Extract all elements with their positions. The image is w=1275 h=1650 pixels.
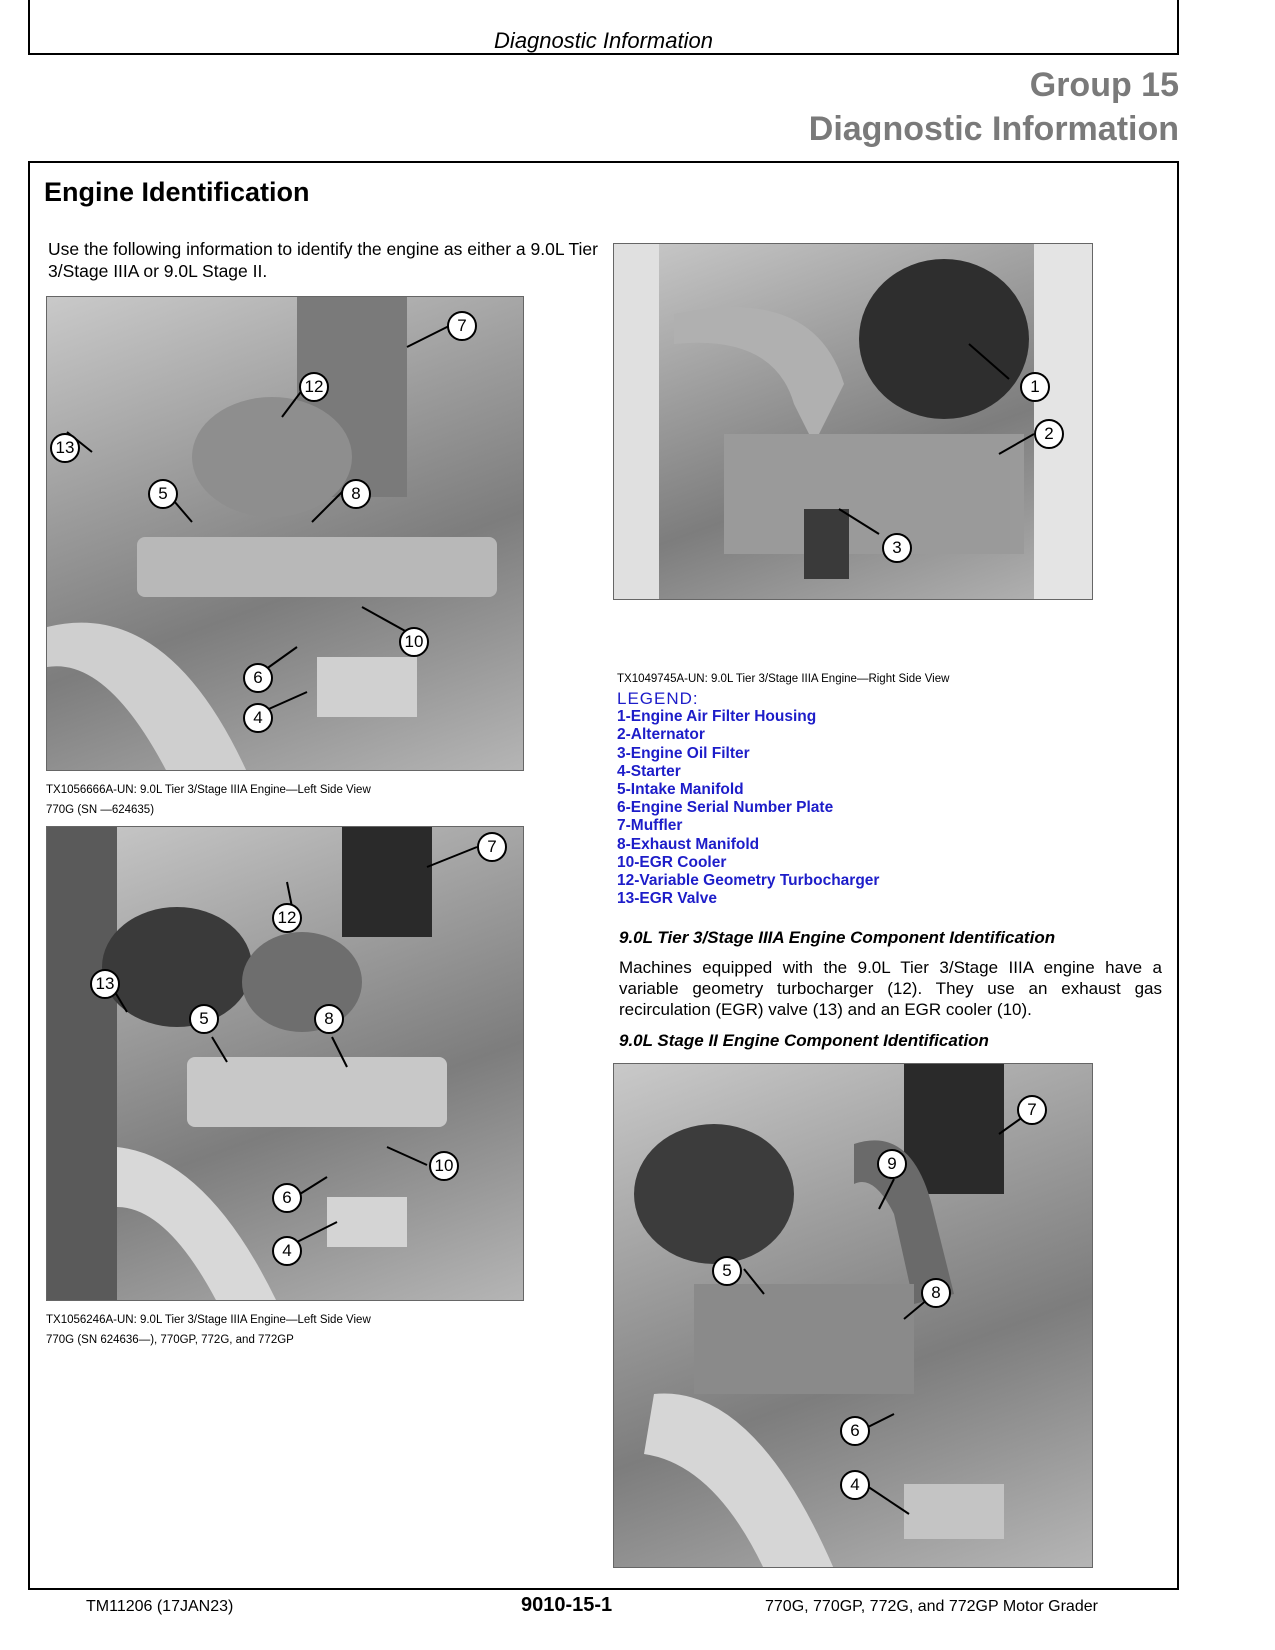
legend-item: 1-Engine Air Filter Housing <box>617 708 817 726</box>
callout-6: 6 <box>272 1183 302 1213</box>
footer-doc-id: TM11206 (17JAN23) <box>86 1598 234 1615</box>
callout-4: 4 <box>243 703 273 733</box>
engine-photo-right-side-art <box>614 244 1093 600</box>
callout-6: 6 <box>243 663 273 693</box>
callout-5: 5 <box>189 1004 219 1034</box>
callout-13: 13 <box>50 433 80 463</box>
legend-header: LEGEND: <box>617 689 699 708</box>
group-number: Group 15 <box>1029 66 1179 104</box>
callout-7: 7 <box>447 311 477 341</box>
callout-7: 7 <box>477 832 507 862</box>
callout-4: 4 <box>272 1236 302 1266</box>
engine-photo-left-side-early-art <box>47 297 524 771</box>
caption-right-top-1: TX1049745A-UN: 9.0L Tier 3/Stage IIIA Engine—Right Side View <box>617 673 950 685</box>
running-title: Diagnostic Information <box>494 28 713 53</box>
tier3-heading: 9.0L Tier 3/Stage IIIA Engine Component Identification <box>619 928 1056 947</box>
callout-10: 10 <box>399 627 429 657</box>
legend-item: 8-Exhaust Manifold <box>617 835 760 853</box>
callout-12: 12 <box>272 903 302 933</box>
callout-9: 9 <box>877 1149 907 1179</box>
footer-models: 770G, 770GP, 772G, and 772GP Motor Grader <box>765 1598 1098 1615</box>
engine-photo-right-side <box>613 243 1093 600</box>
callout-4: 4 <box>840 1470 870 1500</box>
legend-item: 12-Variable Geometry Turbocharger <box>617 872 880 890</box>
callout-1: 1 <box>1020 372 1050 402</box>
engine-photo-stage-ii <box>613 1063 1093 1568</box>
section-title: Engine Identification <box>44 177 310 207</box>
callout-13: 13 <box>90 969 120 999</box>
stage2-heading: 9.0L Stage II Engine Component Identification <box>619 1031 989 1050</box>
footer-rule <box>28 1588 1179 1590</box>
legend-item: 7-Muffler <box>617 817 683 835</box>
legend-item: 6-Engine Serial Number Plate <box>617 799 834 817</box>
engine-photo-left-side-late-art <box>47 827 524 1301</box>
legend-item: 5-Intake Manifold <box>617 781 744 799</box>
caption-left-top-2: 770G (SN —624635) <box>46 804 155 816</box>
callout-8: 8 <box>921 1278 951 1308</box>
caption-left-bottom-1: TX1056246A-UN: 9.0L Tier 3/Stage IIIA Engine—Left Side View <box>46 1314 371 1326</box>
tier3-paragraph: Machines equipped with the 9.0L Tier 3/Stage IIIA engine have a variable geometry turbocharger (12). They use an exhaust gas recirculation (EGR) valve (13) and an EGR cooler (10). <box>619 958 1162 1019</box>
callout-12: 12 <box>299 372 329 402</box>
callout-8: 8 <box>341 479 371 509</box>
group-title: Diagnostic Information <box>808 110 1179 148</box>
callout-5: 5 <box>148 479 178 509</box>
legend-item: 4-Starter <box>617 762 681 780</box>
callout-10: 10 <box>429 1151 459 1181</box>
callout-7: 7 <box>1017 1095 1047 1125</box>
engine-photo-left-side-early <box>46 296 524 771</box>
callout-2: 2 <box>1034 419 1064 449</box>
intro-text: Use the following information to identify the engine as either a 9.0L Tier 3/Stage IIIA or 9.0L Stage II. <box>48 239 598 281</box>
caption-left-top-1: TX1056666A-UN: 9.0L Tier 3/Stage IIIA Engine—Left Side View <box>46 784 371 796</box>
legend-item: 13-EGR Valve <box>617 890 717 908</box>
callout-3: 3 <box>882 533 912 563</box>
callout-6: 6 <box>840 1416 870 1446</box>
callout-5: 5 <box>712 1256 742 1286</box>
engine-photo-left-side-late <box>46 826 524 1301</box>
legend-item: 3-Engine Oil Filter <box>617 744 750 762</box>
legend-item: 10-EGR Cooler <box>617 853 727 871</box>
legend <box>617 690 879 908</box>
caption-left-bottom-2: 770G (SN 624636—), 770GP, 772G, and 772GP <box>46 1334 294 1346</box>
legend-item: 2-Alternator <box>617 726 705 744</box>
footer-page-number: 9010-15-1 <box>521 1594 613 1616</box>
callout-8: 8 <box>314 1004 344 1034</box>
